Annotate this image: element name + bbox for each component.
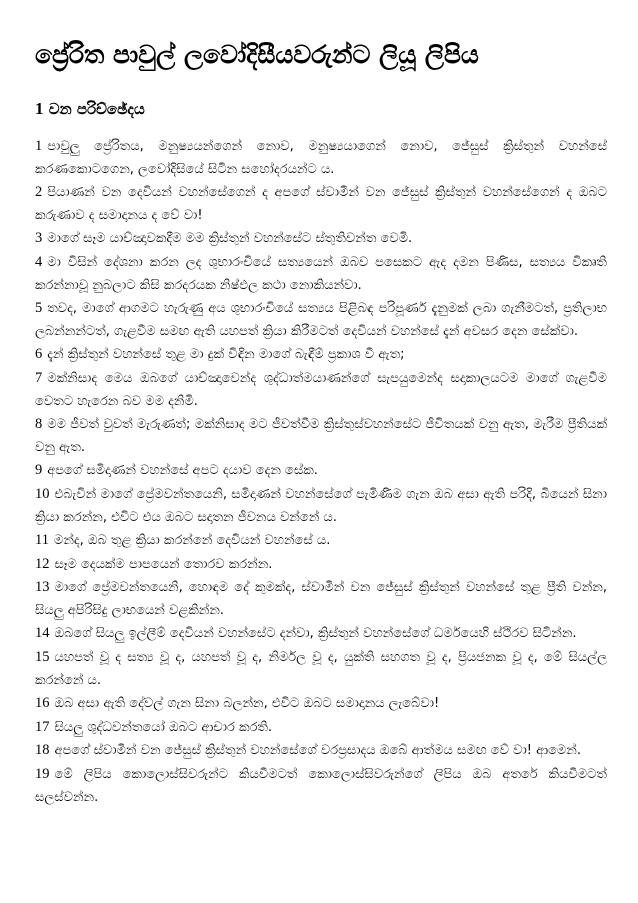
verse-number: 4 bbox=[35, 253, 43, 270]
verse-number: 18 bbox=[35, 742, 50, 759]
verse-text: මා විසින් දේශනා කරන ලද ශුභාරංචියේ සත්‍යයෙන් ඔබව පසෙකට ඇද දමන පිණිස, සත්‍යය විකෘති කරන්නාවූ නුබලාට කිසි කරදරයක නිෂ්ඵල කථා නොකියන්වා. bbox=[35, 254, 607, 293]
verse-text: මක්නිසාද මෙය ඔබගේ යාච්ඤාවෙන්ද ශුද්ධාත්මයාණන්ගේ සැපයුමෙන්ද සදාකාලයටම මාගේ ගැළවීම වෙතට හැරෙන බව මම දනිමි. bbox=[35, 370, 607, 409]
verse-16 bbox=[35, 692, 607, 716]
verse-number: 1 bbox=[35, 138, 43, 154]
verse-text: මාගේ සෑම යාච්ඤාවකදීම මම ක්‍රිස්තුන් වහන්සේට ස්තුතිවන්ත වෙමි. bbox=[47, 231, 413, 247]
verse-number: 12 bbox=[35, 555, 50, 572]
verse-2 bbox=[35, 181, 607, 227]
verse-9 bbox=[35, 459, 607, 483]
verse-13 bbox=[35, 576, 607, 622]
chapter-label: වන පරිච්ඡේදය bbox=[48, 100, 145, 118]
verse-number: 6 bbox=[35, 346, 43, 363]
verse-5 bbox=[35, 297, 607, 343]
verse-1 bbox=[35, 135, 607, 181]
verse-text: සෑම දෙයක්ම පාපයෙන් තොරව කරන්න. bbox=[54, 556, 273, 572]
verse-number: 19 bbox=[35, 766, 50, 783]
verse-number: 14 bbox=[35, 625, 50, 642]
verse-list bbox=[35, 135, 607, 809]
verse-number: 15 bbox=[35, 649, 50, 666]
verse-3 bbox=[35, 227, 607, 251]
verse-number: 3 bbox=[35, 230, 43, 247]
verse-10 bbox=[35, 483, 607, 529]
verse-14 bbox=[35, 622, 607, 646]
verse-number: 11 bbox=[35, 532, 49, 549]
verse-17 bbox=[35, 716, 607, 740]
verse-number: 8 bbox=[35, 416, 43, 433]
verse-text: අපගේ සමිදාණන් වහන්සේ අපට දයාව දෙන සේක. bbox=[47, 463, 318, 479]
verse-15 bbox=[35, 646, 607, 692]
verse-text: සියලු ශුද්ධවන්තයෝ ඔබට ආචාර කරති. bbox=[54, 719, 273, 735]
verse-number: 13 bbox=[35, 579, 50, 596]
verse-number: 17 bbox=[35, 718, 50, 735]
verse-number: 9 bbox=[35, 462, 43, 479]
verse-text: පාවුලු ප්‍රේරිතය, මනුෂ්‍යයන්ගෙන් නොව, මනුෂ්‍යයාගෙන් නොව, ජේසුස් ක්‍රිස්තුන් වහන්සේ කරණකොටගෙන, ලවෝදිසියේ සිටින සහෝදරයන්ට ය. bbox=[35, 139, 607, 177]
verse-number: 7 bbox=[35, 369, 43, 386]
verse-number: 16 bbox=[35, 695, 50, 712]
verse-text: මන්ද, ඔබ තුළ ක්‍රියා කරන්නේ දෙවියන් වහන්සේ ය. bbox=[53, 533, 331, 549]
chapter-heading bbox=[35, 99, 607, 119]
verse-text: එබැවින් මාගේ ප්‍රේමවන්තයෙනි, සමිදාණන් වහන්සේගේ පැමිණීම ගැන ඔබ අසා ඇති පරිදි, බියෙන් සිනා ක්‍රියා කරන්න, එවිට එය ඔබට සදාතන ජීවනය වන්නේ ය. bbox=[35, 486, 607, 525]
document-title: ප්‍රේරිත පාවුල් ලවෝදිසීයවරුන්ට ලියූ ලිපිය bbox=[35, 40, 479, 69]
verse-number: 2 bbox=[35, 184, 43, 201]
verse-text: මම ජීවත් වුවත් මැරුණත්; මක්නිසාද මට ජීවත්වීම ක්‍රිස්තුස්වහන්සේට ජීවිතයක් වනු ඇත, මැරීම ප්‍රීතියක් වනු ඇත. bbox=[35, 417, 607, 455]
verse-19 bbox=[35, 763, 607, 809]
verse-6 bbox=[35, 343, 607, 367]
verse-12 bbox=[35, 553, 607, 577]
verse-8 bbox=[35, 413, 607, 459]
verse-text: මාගේ ප්‍රේමවන්තයෙනි, හොඳම දේ කුමක්ද, ස්වාමීන් වන ජේසුස් ක්‍රිස්තුන් වහන්සේ තුළ ප්‍රීති වන්න, සියලු අපිරිසිදු ලාභයෙන් වළකින්න. bbox=[35, 580, 607, 618]
verse-number: 5 bbox=[35, 300, 43, 317]
verse-7 bbox=[35, 367, 607, 413]
verse-text: යහපත් වූ ද සත්‍ය වූ ද, යහපත් වූ ද, නිර්මල වූ ද, යුක්ති සහගත වූ ද, ප්‍රියජනක වූ ද, මේ සියල්ල කරන්නේ ය. bbox=[35, 650, 607, 688]
verse-text: අපගේ ස්වාමීන් වන ජේසුස් ක්‍රිස්තුන් වහන්සේගේ වරප්‍රසාදය ඔබේ ආත්මය සමඟ වේ වා! ආමෙන්. bbox=[54, 743, 581, 759]
verse-text: ඔබගේ සියලු ඉල්ලීම් දෙවියන් වහන්සේට දන්වා, ක්‍රිස්තුන් වහන්සේගේ ධර්මයෙහි ස්ථිරව සිටින්න. bbox=[54, 626, 577, 642]
chapter-number: 1 bbox=[35, 99, 44, 118]
verse-text: ඔබ අසා ඇති දේවල් ගැන සිනා බලන්න, එවිට ඔබට සමාදානය ලැබේවා! bbox=[54, 696, 440, 712]
verse-text: තවද, මාගේ ආගමට හැරුණු අය ශුභාරංචියේ සත්‍යය පිළිබඳ පරිපූර්ණ දැනුමක් ලබා ගැනීමටත්, ප්‍රතිලාභ ලබන්නන්ටත්, ගැළවීම සමඟ ඇති යහපත් ක්‍රියා කිරීමටත් දෙවියන් වහන්සේ දැන් අවසර දෙන සේක්වා. bbox=[35, 301, 607, 339]
verse-11 bbox=[35, 529, 607, 553]
verse-18 bbox=[35, 739, 607, 763]
document-page bbox=[35, 36, 607, 809]
verse-text: පියාණන් වන දෙවියන් වහන්සේගෙන් ද අපගේ ස්වාමීන් වන ජේසුස් ක්‍රිස්තුන් වහන්සේගෙන් ද ඔබට කරුණාව ද සමාදානය ද වේ වා! bbox=[35, 185, 607, 223]
verse-4 bbox=[35, 251, 607, 297]
verse-text: දැන් ක්‍රිස්තුන් වහන්සේ තුළ මා දුක් විඳින මාගේ බැඳීම් ප්‍රකාශ වී ඇත; bbox=[47, 347, 405, 363]
verse-number: 10 bbox=[35, 485, 50, 502]
verse-text: මේ ලිපිය කොලොස්සිවරුන්ට කියවීමටත් කොලොස්සිවරුන්ගේ ලිපිය ඔබ අතරේ කියවීමටත් සලස්වන්න. bbox=[35, 767, 607, 805]
